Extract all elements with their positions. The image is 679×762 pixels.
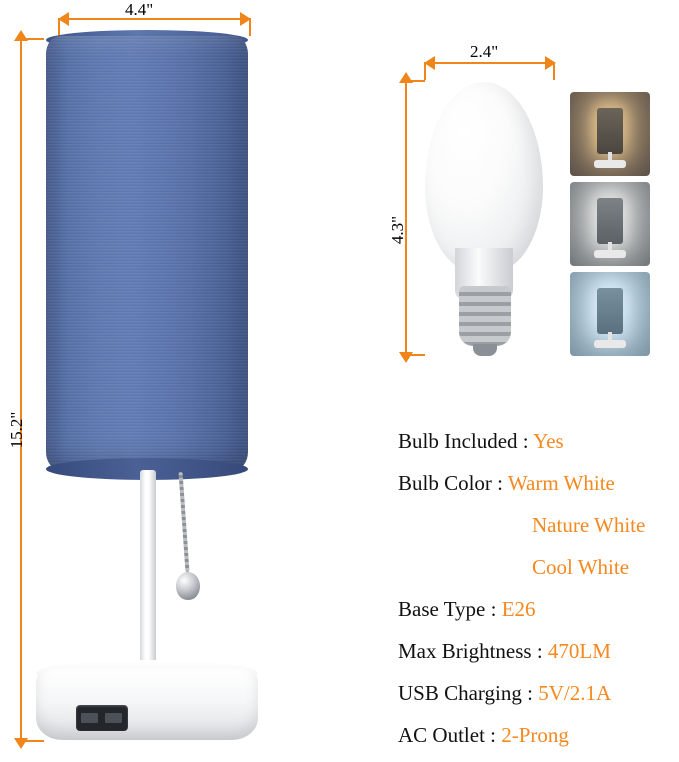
nature-white-preview <box>570 182 650 266</box>
lamp-neck <box>140 470 156 678</box>
lamp-width-tick-right <box>249 18 251 36</box>
lamp-height-tick-top <box>20 38 44 40</box>
bulb-width-tick-left <box>424 62 426 80</box>
lamp-width-arrow-line <box>60 18 250 20</box>
lamp-width-label: 4.4" <box>125 0 154 19</box>
lamp-base <box>36 668 258 740</box>
spec-label-base-type: Base Type : <box>398 597 497 621</box>
usb-port-icon <box>76 705 128 731</box>
spec-row-base-type <box>398 588 678 630</box>
bulb-height-label: 4.3" <box>388 215 407 245</box>
preview-shade <box>597 198 623 244</box>
lamp-height-tick-bottom <box>20 740 44 742</box>
spec-value-usb-charging: 5V/2.1A <box>538 681 612 705</box>
spec-label-max-brightness: Max Brightness : <box>398 639 543 663</box>
spec-list <box>398 420 678 756</box>
lamp-shade <box>46 36 248 470</box>
bulb-width-arrow-line <box>432 62 550 64</box>
bulb-glass <box>425 82 543 272</box>
bulb-contact-tip <box>473 344 497 356</box>
preview-base <box>594 340 626 348</box>
bulb-width-label: 2.4" <box>470 42 499 61</box>
spec-label-usb-charging: USB Charging : <box>398 681 533 705</box>
cool-white-preview <box>570 272 650 356</box>
spec-label-bulb-included: Bulb Included : <box>398 429 529 453</box>
spec-value-base-type: E26 <box>501 597 536 621</box>
spec-value-bulb-color-cool: Cool White <box>532 555 630 579</box>
lamp-width-tick-left <box>58 18 60 36</box>
spec-value-bulb-included: Yes <box>533 429 564 453</box>
preview-base <box>594 160 626 168</box>
preview-base <box>594 250 626 258</box>
pull-chain-knob <box>176 572 200 600</box>
bulb-height-tick-top <box>405 80 425 82</box>
lamp-height-label: 15.2" <box>7 411 26 449</box>
pull-chain <box>179 472 190 572</box>
spec-value-bulb-color-nature: Nature White <box>532 513 646 537</box>
spec-row-max-brightness <box>398 630 678 672</box>
spec-row-bulb-included <box>398 420 678 462</box>
preview-shade <box>597 108 623 154</box>
bulb-width-tick-right <box>553 62 555 80</box>
spec-label-bulb-color: Bulb Color : <box>398 471 504 495</box>
bulb-screw-base <box>459 286 511 346</box>
spec-row-bulb-color <box>398 462 678 504</box>
preview-shade <box>597 288 623 334</box>
bulb-height-tick-bottom <box>405 354 425 356</box>
spec-value-max-brightness: 470LM <box>547 639 611 663</box>
spec-row-usb-charging <box>398 672 678 714</box>
spec-label-ac-outlet: AC Outlet : <box>398 723 496 747</box>
spec-row-ac-outlet <box>398 714 678 756</box>
lamp-height-arrow-line <box>20 40 22 740</box>
warm-white-preview <box>570 92 650 176</box>
spec-value-bulb-color-warm: Warm White <box>507 471 615 495</box>
spec-value-ac-outlet: 2-Prong <box>501 723 569 747</box>
